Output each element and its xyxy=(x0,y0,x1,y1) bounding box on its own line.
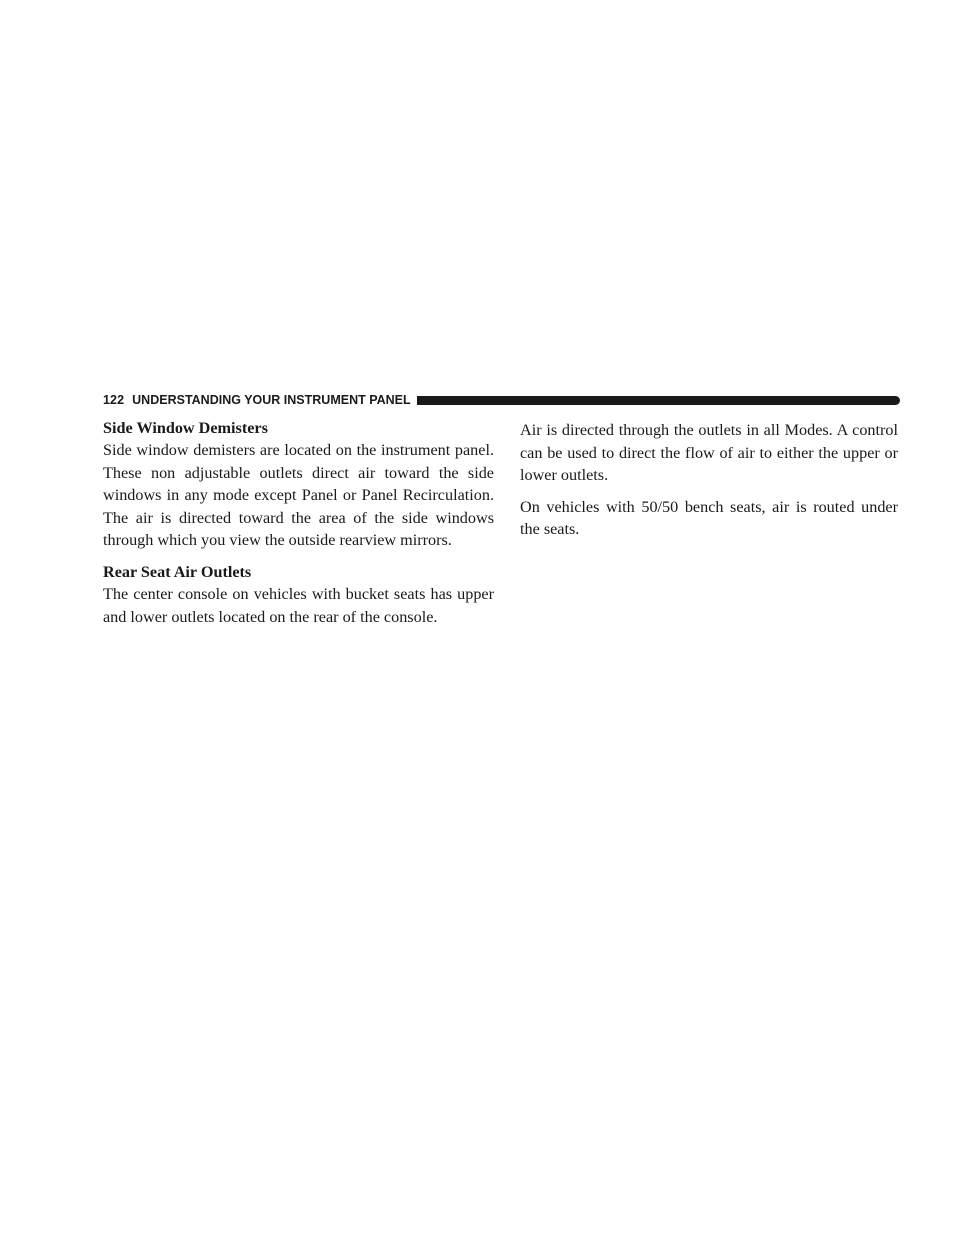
paragraph-side-window-demisters: Side window demisters are located on the instrument panel. These non adjustable outlets direct air toward the side windows in any mode except Panel or Panel Recirculation. The air is directed toward the area of the side windows through which you view the outside rearview mirrors. xyxy=(103,441,494,550)
paragraph-bench-seats: On vehicles with 50/50 bench seats, air is routed under the seats. xyxy=(520,497,898,539)
section-spacer xyxy=(103,552,494,562)
paragraph-air-modes: Air is directed through the outlets in all Modes. A control can be used to direct the flow of air to either the upper or lower outlets. xyxy=(520,421,898,485)
paragraph-spacer xyxy=(520,487,898,496)
right-column xyxy=(520,419,898,541)
heading-rear-seat-air-outlets: Rear Seat Air Outlets xyxy=(103,562,252,581)
page-header xyxy=(103,392,900,408)
page-number: 122 xyxy=(103,393,125,407)
heading-side-window-demisters: Side Window Demisters xyxy=(103,419,268,437)
section-title: UNDERSTANDING YOUR INSTRUMENT PANEL xyxy=(132,393,411,407)
paragraph-rear-seat-air-outlets: The center console on vehicles with bucket seats has upper and lower outlets located on the rear of the console. xyxy=(103,584,494,626)
header-rule xyxy=(417,396,900,405)
left-column xyxy=(103,418,494,628)
